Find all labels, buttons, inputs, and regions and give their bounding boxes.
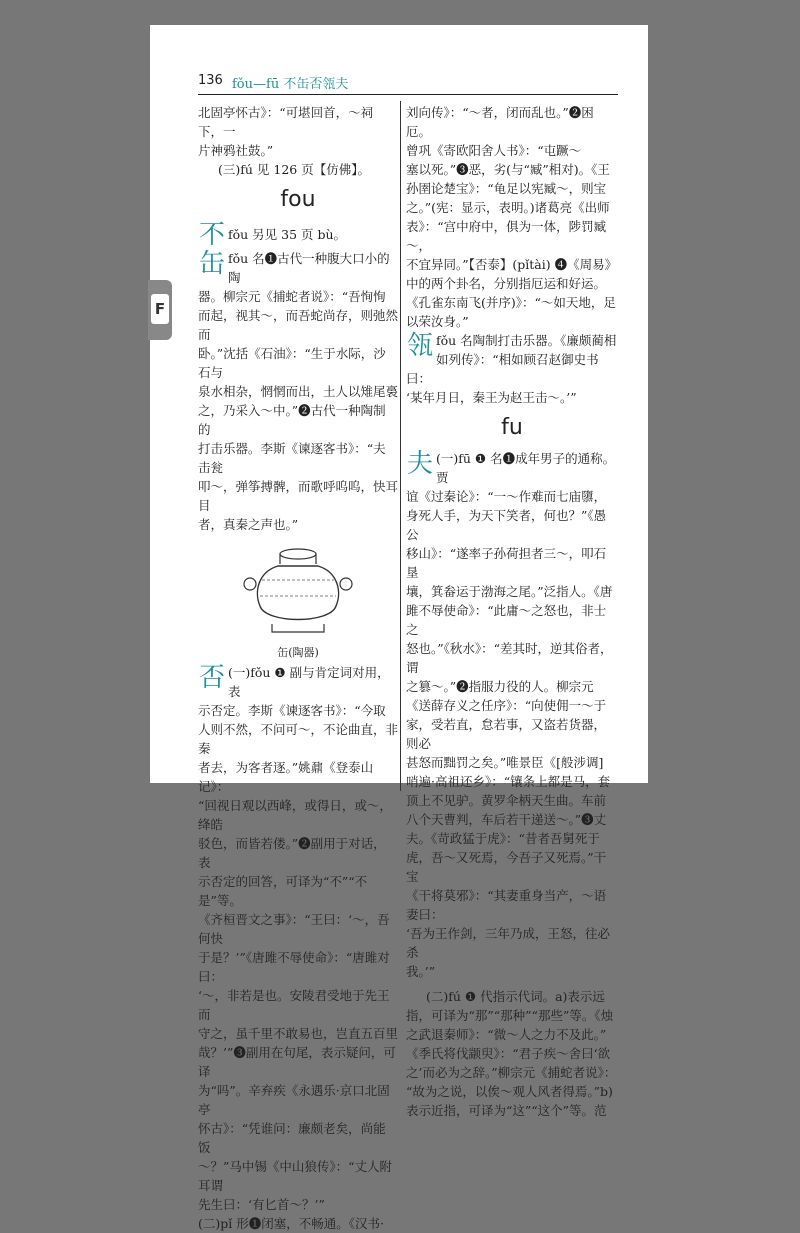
entry-line: 不宜异同。”【否泰】(pǐtài) ❹《周易》 (406, 257, 618, 272)
entry-line: 移山》：“遂率子孙荷担者三～，叩石垦 (406, 546, 607, 580)
entry-line: 叩～，弹筝搏髀，而歌呼呜呜，快耳目 (198, 479, 399, 513)
entry-line: 壤，箕畚运于渤海之尾。”泛指人。《唐 (406, 584, 613, 599)
entry-line: 示否定。李斯《谏逐客书》：“今取 (198, 703, 386, 718)
entry-line: 哨遍·高祖还乡》：“镶条上都是马，套 (406, 774, 611, 789)
entry-line: (一)fū ❶ 名❶成年男子的通称。贾 (436, 451, 616, 485)
right-column (406, 103, 618, 1120)
entry-line: 之，乃采入～中。”❷古代一种陶制的 (198, 403, 386, 437)
entry-line: 夫。《苛政猛于虎》：“昔者吾舅死于 (406, 831, 600, 846)
entry-line: 表》：“宫中府中，俱为一体，陟罚臧～， (406, 219, 607, 253)
headword: 否 (198, 663, 225, 693)
entry-line: fǒu 名陶制打击乐器。《廉颇蔺相 (436, 333, 617, 348)
entry-line: 怀古》：“凭谁问：廉颇老矣，尚能饭 (198, 1121, 386, 1155)
entry-line: (一)fǒu ❶ 副与肯定词对用，表 (228, 665, 390, 699)
cross-reference: (三)fú 见 126 页【仿佛】。 (218, 162, 370, 177)
entry-line: ～？”马中锡《中山狼传》：“丈人附耳谓 (198, 1159, 393, 1193)
entry-line: 塞以死。”❸恶，劣(与“臧”相对)。《王 (406, 162, 610, 177)
entry-line: 于是？’”《唐雎不辱使命》：“唐雎对曰： (198, 950, 390, 984)
entry-line: 之。”(宪：显示，表明。)诸葛亮《出师 (406, 200, 610, 215)
header-rule (198, 94, 618, 95)
entry-fu (406, 449, 618, 981)
entry-line: 之篡～。”❷指服力役的人。柳宗元 (406, 679, 594, 694)
entry-line: 哉？’”❸副用在句尾，表示疑问，可译 (198, 1045, 396, 1079)
entry-line: 表示近指，可译为“这”“这个”等。范 (406, 1103, 607, 1118)
entry-line: 者去，为客者逐。”姚鼐《登泰山记》： (198, 760, 374, 794)
entry-line: ‘吾为王作剑，三年乃成，王怒，往必杀 (406, 926, 610, 960)
entry-line: 家，受若直，怠若事，又盗若货器，则必 (406, 717, 607, 751)
entry-line: 而起，视其～，而吾蛇尚存，则弛然而 (198, 308, 399, 342)
entry-line: 器。柳宗元《捕蛇者说》：“吾恂恂 (198, 289, 386, 304)
page-number: 136 (198, 73, 223, 88)
section-heading-fu: fu (501, 415, 523, 440)
entry-line: 人则不然，不问可～，不论曲直，非秦 (198, 722, 399, 756)
entry-line: 之’而必为之辞。”柳宗元《捕蛇者说》： (406, 1065, 617, 1080)
entry-line: 曾巩《寄欧阳舍人书》：“屯蹶～ (406, 143, 582, 158)
entry-line: 驳色，而皆若偻。”❷副用于对话，表 (198, 836, 386, 870)
entry-line: 泉水相杂，惘惘而出，土人以雉尾裛 (198, 384, 399, 399)
entry-line: 卧。”沈括《石油》：“生于水际，沙石与 (198, 346, 386, 380)
entry-line: ‘～，非若是也。安陵君受地于先王而 (198, 988, 390, 1022)
letter-tab[interactable] (148, 280, 172, 340)
entry-line: 我。’” (406, 964, 436, 979)
entry-line: 为“吗”。辛弃疾《永遇乐·京口北固亭 (198, 1083, 390, 1117)
entry-line: 示否定的回答，可译为“不”“不是”等。 (198, 874, 368, 908)
dictionary-page (150, 25, 648, 1231)
entry-text: fǒu 另见 35 页 bù。 (228, 227, 347, 242)
entry-line: 中的两个卦名，分别指厄运和好运。 (406, 276, 607, 291)
pot-illustration (238, 540, 358, 640)
entry-line: ‘某年月日，秦王为赵王击～。’” (406, 390, 577, 405)
entry-line: 孙圉论楚宝》：“龟足以宪臧～，则宝 (406, 181, 607, 196)
entry-line: 八个天曹判，车后若干递送～。”❸丈 (406, 812, 607, 827)
entry-line: 虎，吾～又死焉，今吾子又死焉。”干宝 (406, 850, 607, 884)
entry-line: 雎不辱使命》：“此庸～之怒也，非士之 (406, 603, 607, 637)
entry-line: 《干将莫邪》：“其妻重身当产，～语妻曰： (406, 888, 607, 922)
headword: 夫 (406, 449, 433, 479)
section-heading-fou: fou (280, 187, 316, 212)
entry-bu (198, 221, 398, 249)
entry-line: “故为之说，以俟～观人风者得焉。”b) (406, 1084, 613, 1099)
entry-line: 刘向传》：“～者，闭而乱也。”❷困厄。 (406, 105, 594, 139)
entry-line: 身死人手，为天下笑者，何也？”《愚公 (406, 508, 607, 542)
headword: 不 (198, 220, 225, 250)
entry-line: 守之，虽千里不敢易也，岂直五百里 (198, 1026, 399, 1041)
entry-line: 者，真秦之声也。” (198, 517, 299, 532)
text-line: 北固亭怀古》：“可堪回首，～祠下，一 (198, 105, 374, 139)
left-column (198, 103, 398, 1233)
entry-line: 指，可译为“那”“那种”“那些”等。《烛 (406, 1008, 614, 1023)
entry-line: 之武退秦师》：“微～人之力不及此。” (406, 1027, 607, 1042)
entry-line: 《孔雀东南飞(并序)》：“～如天地，足 (406, 295, 616, 310)
entry-line: fǒu 名❶古代一种腹大口小的陶 (228, 251, 390, 285)
entry-line: 怒也。”《秋水》：“差其时，逆其俗者，谓 (406, 641, 613, 675)
entry-fou2 (198, 663, 398, 1233)
entry-line: 先生曰：‘有匕首～？’” (198, 1197, 325, 1212)
entry-ou (406, 331, 618, 407)
entry-line: 《季氏将伐颛臾》：“君子疾～舍曰‘欲 (406, 1046, 611, 1061)
entry-line: 以荣汝身。” (406, 314, 469, 329)
column-divider (400, 101, 401, 791)
text-line: 片神鸦社鼓。” (198, 143, 274, 158)
entry-line: 顶上不见驴。黄罗伞柄天生曲。车前 (406, 793, 607, 808)
entry-line: 《送薛存义之任序》：“向使佣一～于 (406, 698, 607, 713)
entry-line: “回视日观以西峰，或得日，或～，绛皓 (198, 798, 392, 832)
entry-line: 《齐桓晋文之事》：“王曰：‘～，吾何快 (198, 912, 390, 946)
entry-fou (198, 249, 398, 534)
entry-line: 如列传》：“相如顾召赵御史书曰： (406, 352, 599, 386)
entry-line: 打击乐器。李斯《谏逐客书》：“夫击瓮 (198, 441, 386, 475)
headword: 瓴 (406, 331, 433, 361)
page-header (198, 73, 618, 93)
entry-line: 甚怒而黜罚之矣。”唯景臣《[般涉调] (406, 755, 604, 770)
header-title: fǒu—fū 不缶否瓴夫 (232, 77, 349, 92)
figure-caption: 缶(陶器) (277, 646, 319, 659)
entry-line: (二)fú ❶ 代指示代词。a)表示远 (426, 989, 605, 1004)
headword: 缶 (198, 249, 225, 279)
entry-line: (二)pǐ 形❶闭塞，不畅通。《汉书· (198, 1216, 384, 1231)
entry-line: 谊《过秦论》：“一～作难而七庙隳， (406, 489, 607, 504)
letter-tab-label: F (151, 294, 169, 324)
